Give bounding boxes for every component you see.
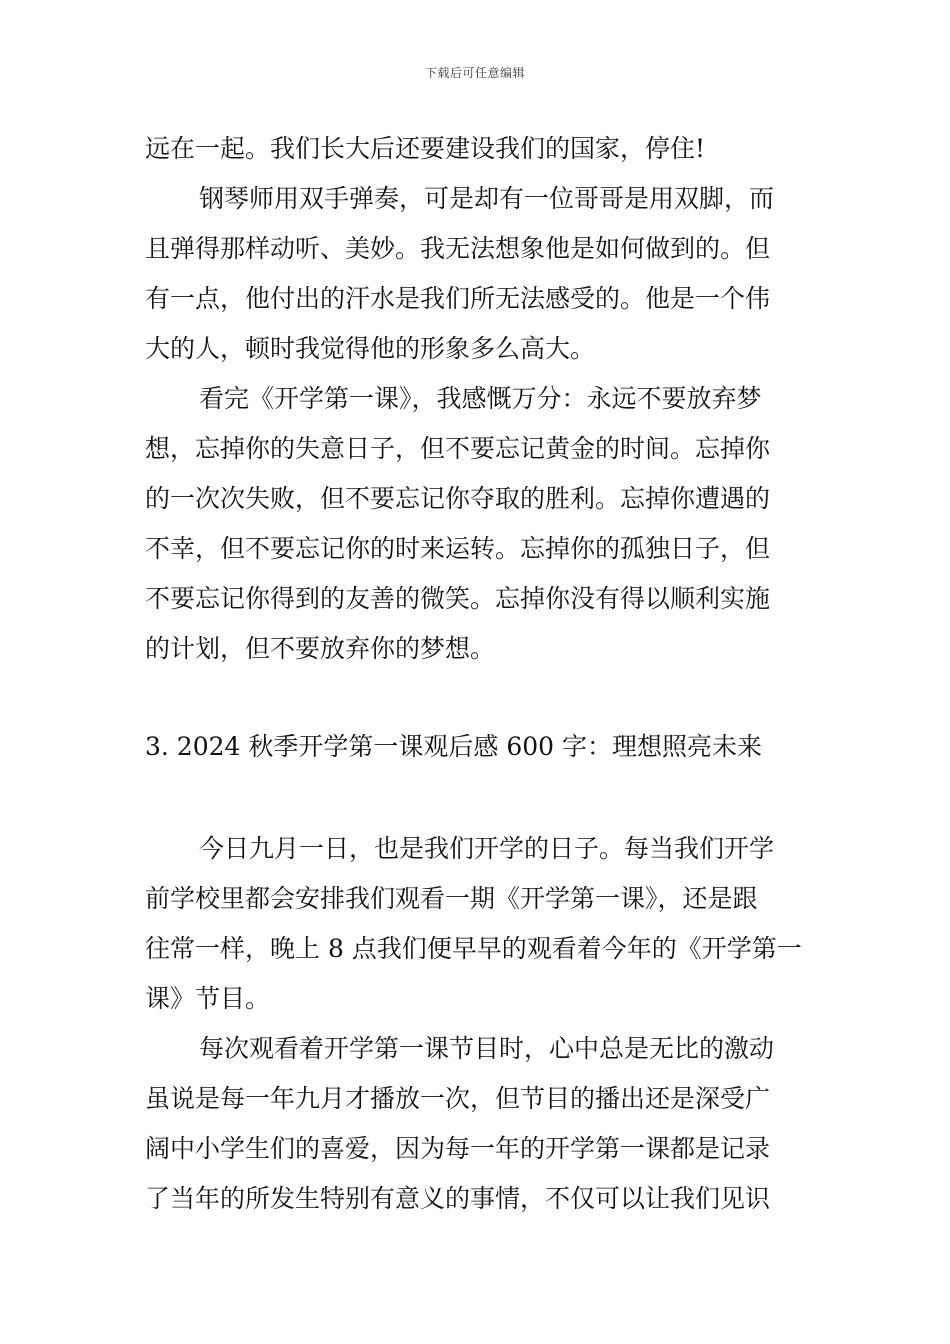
text-line: 阔中小学生们的喜爱，因为每一年的开学第一课都是记录 (145, 1134, 771, 1163)
text-line: 大的人，顿时我觉得他的形象多么高大。 (145, 334, 596, 363)
text-line: 的计划，但不要放弃你的梦想。 (145, 634, 496, 663)
text-line: 往常一样，晚上 8 点我们便早早的观看着今年的《开学第一 (145, 934, 802, 963)
section-heading: 3. 2024 秋季开学第一课观后感 600 字：理想照亮未来 (145, 732, 762, 761)
text-line: 且弹得那样动听、美妙。我无法想象他是如何做到的。但 (145, 234, 771, 263)
text-line: 的一次次失败，但不要忘记你夺取的胜利。忘掉你遭遇的 (145, 484, 771, 513)
text-line: 有一点，他付出的汗水是我们所无法感受的。他是一个伟 (145, 284, 771, 313)
text-line: 远在一起。我们长大后还要建设我们的国家，停住! (145, 134, 706, 163)
body-text-top (145, 124, 810, 674)
body-text-bottom (145, 824, 810, 1224)
text-line: 课》节目。 (145, 984, 271, 1013)
text-line: 了当年的所发生特别有意义的事情，不仅可以让我们见识 (145, 1184, 771, 1213)
text-line: 想，忘掉你的失意日子，但不要忘记黄金的时间。忘掉你 (145, 434, 771, 463)
text-line: 看完《开学第一课》，我感慨万分：永远不要放弃梦 (199, 384, 762, 413)
text-line: 前学校里都会安排我们观看一期《开学第一课》，还是跟 (145, 884, 758, 913)
text-line: 不幸，但不要忘记你的时来运转。忘掉你的孤独日子，但 (145, 534, 771, 563)
text-line: 虽说是每一年九月才播放一次，但节目的播出还是深受广 (145, 1084, 771, 1113)
running-header: 下载后可任意编辑 (424, 66, 525, 80)
text-line: 今日九月一日，也是我们开学的日子。每当我们开学 (199, 834, 775, 863)
text-line: 不要忘记你得到的友善的微笑。忘掉你没有得以顺利实施 (145, 584, 771, 613)
text-line: 钢琴师用双手弹奏，可是却有一位哥哥是用双脚，而 (199, 184, 775, 213)
text-line: 每次观看着开学第一课节目时，心中总是无比的激动 (199, 1034, 775, 1063)
